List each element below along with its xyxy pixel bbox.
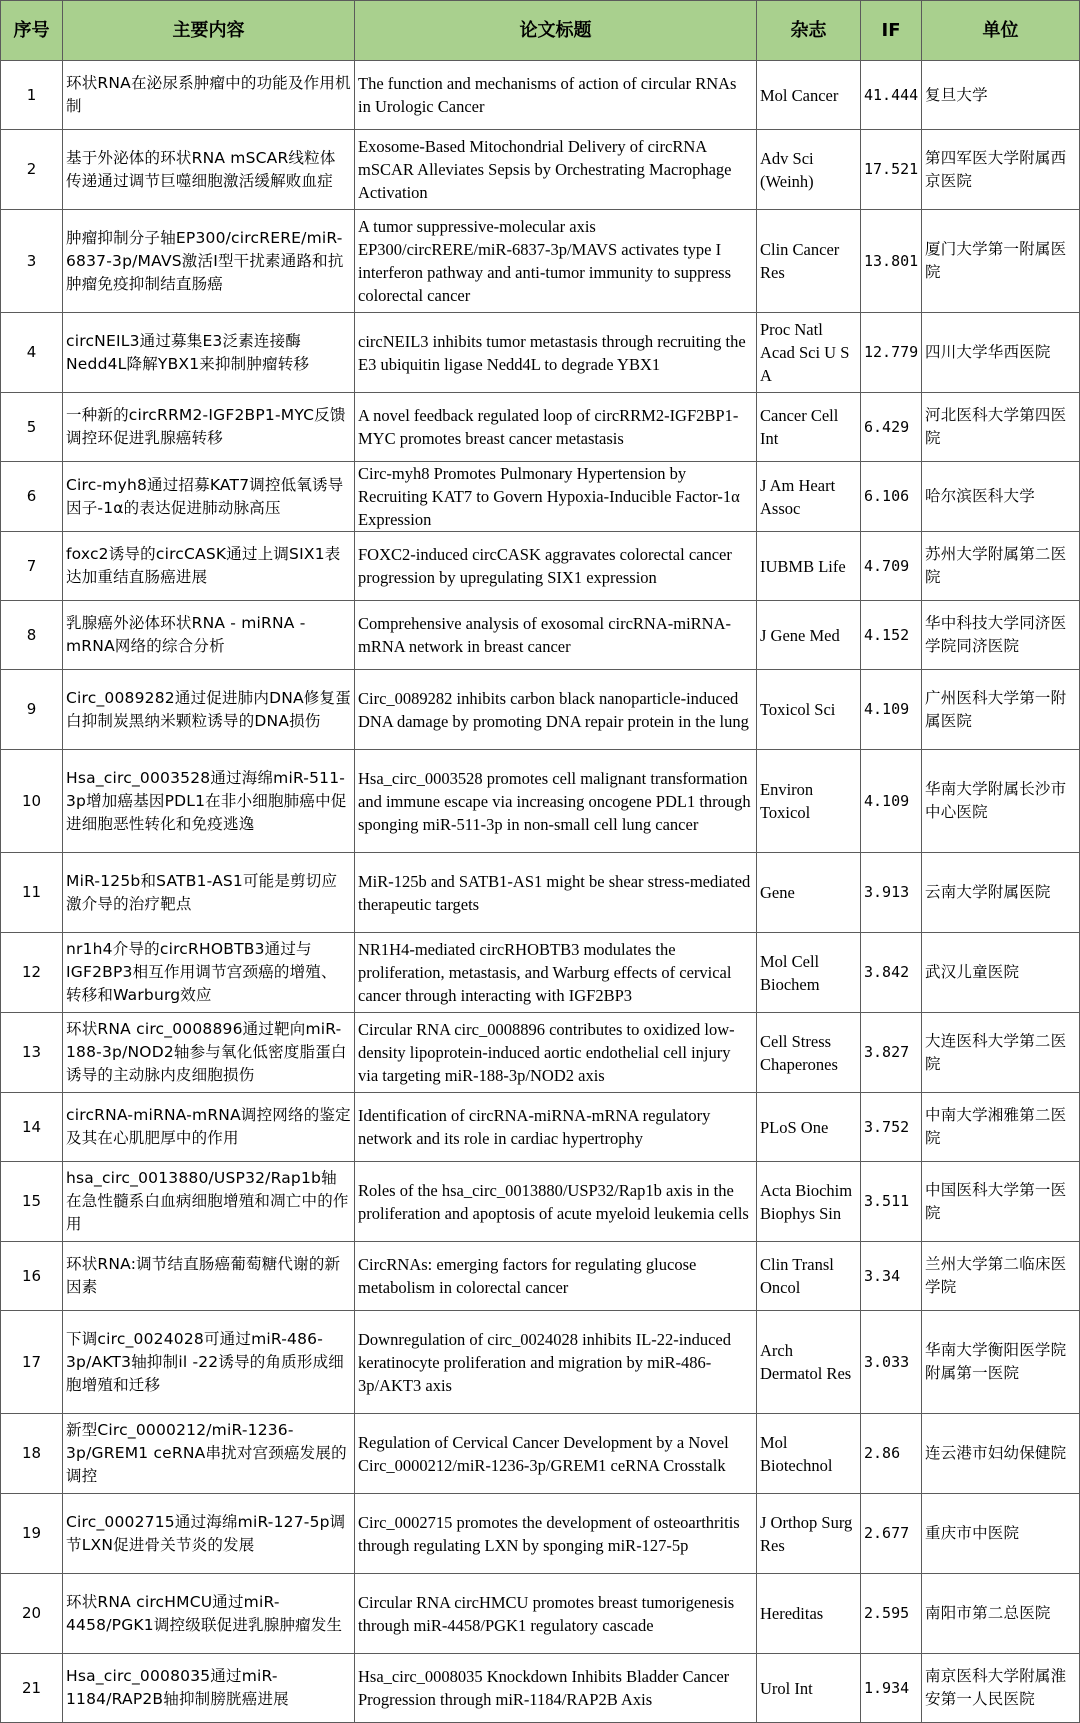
- table-row: [1, 1311, 1080, 1414]
- cell-if: 4.109: [861, 670, 922, 750]
- cell-content: Hsa_circ_0003528通过海绵miR-511-3p增加癌基因PDL1在非小细胞肺癌中促进细胞恶性转化和免疫逃逸: [63, 750, 355, 853]
- cell-if: 3.752: [861, 1093, 922, 1162]
- cell-journal: Clin Cancer Res: [757, 210, 861, 313]
- cell-institution: 兰州大学第二临床医学院: [922, 1242, 1080, 1311]
- cell-no: 2: [1, 130, 63, 210]
- table-row: [1, 210, 1080, 313]
- cell-if: 2.86: [861, 1414, 922, 1494]
- cell-if: 3.913: [861, 853, 922, 933]
- cell-no: 17: [1, 1311, 63, 1414]
- cell-journal: Arch Dermatol Res: [757, 1311, 861, 1414]
- cell-title: MiR-125b and SATB1-AS1 might be shear stress-mediated therapeutic targets: [355, 853, 757, 933]
- cell-institution: 云南大学附属医院: [922, 853, 1080, 933]
- cell-journal: IUBMB Life: [757, 532, 861, 601]
- cell-institution: 第四军医大学附属西京医院: [922, 130, 1080, 210]
- cell-title: Hsa_circ_0003528 promotes cell malignant transformation and immune escape via increasing oncogene PDL1 through sponging miR-511-3p in non-small cell lung cancer: [355, 750, 757, 853]
- cell-title: Roles of the hsa_circ_0013880/USP32/Rap1b axis in the proliferation and apoptosis of acute myeloid leukemia cells: [355, 1162, 757, 1242]
- cell-content: MiR-125b和SATB1-AS1可能是剪切应激介导的治疗靶点: [63, 853, 355, 933]
- cell-institution: 广州医科大学第一附属医院: [922, 670, 1080, 750]
- cell-if: 6.429: [861, 393, 922, 462]
- cell-content: circNEIL3通过募集E3泛素连接酶Nedd4L降解YBX1来抑制肿瘤转移: [63, 313, 355, 393]
- cell-title: Circular RNA circHMCU promotes breast tumorigenesis through miR-4458/PGK1 regulatory cascade: [355, 1574, 757, 1654]
- cell-journal: Cell Stress Chaperones: [757, 1013, 861, 1093]
- cell-journal: Cancer Cell Int: [757, 393, 861, 462]
- cell-journal: Mol Cancer: [757, 61, 861, 130]
- cell-journal: Acta Biochim Biophys Sin: [757, 1162, 861, 1242]
- table-row: [1, 1654, 1080, 1723]
- cell-title: A novel feedback regulated loop of circRRM2-IGF2BP1-MYC promotes breast cancer metastasis: [355, 393, 757, 462]
- cell-no: 14: [1, 1093, 63, 1162]
- table-row: [1, 393, 1080, 462]
- header-title: 论文标题: [355, 1, 757, 61]
- cell-content: 环状RNA circ_0008896通过靶向miR-188-3p/NOD2轴参与氧化低密度脂蛋白诱导的主动脉内皮细胞损伤: [63, 1013, 355, 1093]
- cell-content: 下调circ_0024028可通过miR-486-3p/AKT3轴抑制il -22诱导的角质形成细胞增殖和迁移: [63, 1311, 355, 1414]
- cell-no: 3: [1, 210, 63, 313]
- table-row: [1, 1574, 1080, 1654]
- cell-content: 环状RNA:调节结直肠癌葡萄糖代谢的新因素: [63, 1242, 355, 1311]
- cell-journal: Hereditas: [757, 1574, 861, 1654]
- cell-institution: 南京医科大学附属淮安第一人民医院: [922, 1654, 1080, 1723]
- cell-institution: 大连医科大学第二医院: [922, 1013, 1080, 1093]
- cell-title: Downregulation of circ_0024028 inhibits IL-22-induced keratinocyte proliferation and migration by miR-486-3p/AKT3 axis: [355, 1311, 757, 1414]
- header-no: 序号: [1, 1, 63, 61]
- cell-institution: 华中科技大学同济医学院同济医院: [922, 601, 1080, 670]
- cell-title: Circular RNA circ_0008896 contributes to oxidized low-density lipoprotein-induced aortic endothelial cell injury via targeting miR-188-3p/NOD2 axis: [355, 1013, 757, 1093]
- cell-title: Identification of circRNA-miRNA-mRNA regulatory network and its role in cardiac hypertrophy: [355, 1093, 757, 1162]
- cell-content: nr1h4介导的circRHOBTB3通过与IGF2BP3相互作用调节宫颈癌的增殖、转移和Warburg效应: [63, 933, 355, 1013]
- cell-journal: Gene: [757, 853, 861, 933]
- cell-if: 6.106: [861, 462, 922, 532]
- table-row: [1, 1414, 1080, 1494]
- table-row: [1, 462, 1080, 532]
- cell-institution: 厦门大学第一附属医院: [922, 210, 1080, 313]
- table-row: [1, 1162, 1080, 1242]
- cell-content: foxc2诱导的circCASK通过上调SIX1表达加重结直肠癌进展: [63, 532, 355, 601]
- table-row: [1, 670, 1080, 750]
- cell-institution: 中国医科大学第一医院: [922, 1162, 1080, 1242]
- cell-institution: 华南大学附属长沙市中心医院: [922, 750, 1080, 853]
- cell-content: 乳腺癌外泌体环状RNA - miRNA - mRNA网络的综合分析: [63, 601, 355, 670]
- header-journal: 杂志: [757, 1, 861, 61]
- cell-content: circRNA-miRNA-mRNA调控网络的鉴定及其在心肌肥厚中的作用: [63, 1093, 355, 1162]
- cell-institution: 重庆市中医院: [922, 1494, 1080, 1574]
- cell-journal: Environ Toxicol: [757, 750, 861, 853]
- cell-title: The function and mechanisms of action of circular RNAs in Urologic Cancer: [355, 61, 757, 130]
- cell-journal: J Am Heart Assoc: [757, 462, 861, 532]
- cell-if: 41.444: [861, 61, 922, 130]
- cell-no: 10: [1, 750, 63, 853]
- cell-title: A tumor suppressive-molecular axis EP300/circRERE/miR-6837-3p/MAVS activates type I interferon pathway and anti-tumor immunity to suppress colorectal cancer: [355, 210, 757, 313]
- header-institution: 单位: [922, 1, 1080, 61]
- cell-no: 1: [1, 61, 63, 130]
- cell-journal: PLoS One: [757, 1093, 861, 1162]
- cell-journal: Adv Sci (Weinh): [757, 130, 861, 210]
- table-body: [1, 61, 1080, 1723]
- cell-content: 一种新的circRRM2-IGF2BP1-MYC反馈调控环促进乳腺癌转移: [63, 393, 355, 462]
- cell-title: Regulation of Cervical Cancer Development by a Novel Circ_0000212/miR-1236-3p/GREM1 ceRNA Crosstalk: [355, 1414, 757, 1494]
- cell-title: Exosome-Based Mitochondrial Delivery of circRNA mSCAR Alleviates Sepsis by Orchestrating Macrophage Activation: [355, 130, 757, 210]
- cell-content: 基于外泌体的环状RNA mSCAR线粒体传递通过调节巨噬细胞激活缓解败血症: [63, 130, 355, 210]
- cell-title: NR1H4-mediated circRHOBTB3 modulates the proliferation, metastasis, and Warburg effects of cervical cancer through interacting with IGF2BP3: [355, 933, 757, 1013]
- cell-title: Hsa_circ_0008035 Knockdown Inhibits Bladder Cancer Progression through miR-1184/RAP2B Axis: [355, 1654, 757, 1723]
- cell-if: 3.511: [861, 1162, 922, 1242]
- cell-no: 13: [1, 1013, 63, 1093]
- table-row: [1, 750, 1080, 853]
- cell-if: 13.801: [861, 210, 922, 313]
- table-row: [1, 532, 1080, 601]
- cell-no: 7: [1, 532, 63, 601]
- cell-institution: 复旦大学: [922, 61, 1080, 130]
- table-row: [1, 130, 1080, 210]
- cell-if: 4.109: [861, 750, 922, 853]
- cell-no: 15: [1, 1162, 63, 1242]
- cell-institution: 南阳市第二总医院: [922, 1574, 1080, 1654]
- cell-no: 9: [1, 670, 63, 750]
- cell-no: 16: [1, 1242, 63, 1311]
- cell-title: FOXC2-induced circCASK aggravates colorectal cancer progression by upregulating SIX1 expression: [355, 532, 757, 601]
- table-row: [1, 61, 1080, 130]
- table-row: [1, 1093, 1080, 1162]
- cell-if: 3.033: [861, 1311, 922, 1414]
- cell-no: 12: [1, 933, 63, 1013]
- cell-content: 肿瘤抑制分子轴EP300/circRERE/miR-6837-3p/MAVS激活I型干扰素通路和抗肿瘤免疫抑制结直肠癌: [63, 210, 355, 313]
- header-content: 主要内容: [63, 1, 355, 61]
- cell-content: 环状RNA在泌尿系肿瘤中的功能及作用机制: [63, 61, 355, 130]
- cell-if: 3.34: [861, 1242, 922, 1311]
- cell-no: 4: [1, 313, 63, 393]
- cell-if: 3.842: [861, 933, 922, 1013]
- cell-title: CircRNAs: emerging factors for regulating glucose metabolism in colorectal cancer: [355, 1242, 757, 1311]
- cell-content: 新型Circ_0000212/miR-1236-3p/GREM1 ceRNA串扰对宫颈癌发展的调控: [63, 1414, 355, 1494]
- cell-no: 21: [1, 1654, 63, 1723]
- table-row: [1, 601, 1080, 670]
- cell-title: Circ_0089282 inhibits carbon black nanoparticle-induced DNA damage by promoting DNA repair protein in the lung: [355, 670, 757, 750]
- cell-title: Comprehensive analysis of exosomal circRNA-miRNA-mRNA network in breast cancer: [355, 601, 757, 670]
- table-row: [1, 1242, 1080, 1311]
- cell-title: Circ-myh8 Promotes Pulmonary Hypertension by Recruiting KAT7 to Govern Hypoxia-Inducible Factor-1α Expression: [355, 462, 757, 532]
- cell-no: 11: [1, 853, 63, 933]
- table-row: [1, 1013, 1080, 1093]
- cell-if: 17.521: [861, 130, 922, 210]
- cell-institution: 连云港市妇幼保健院: [922, 1414, 1080, 1494]
- cell-institution: 苏州大学附属第二医院: [922, 532, 1080, 601]
- cell-no: 5: [1, 393, 63, 462]
- cell-if: 3.827: [861, 1013, 922, 1093]
- cell-institution: 中南大学湘雅第二医院: [922, 1093, 1080, 1162]
- cell-content: Circ_0089282通过促进肺内DNA修复蛋白抑制炭黑纳米颗粒诱导的DNA损伤: [63, 670, 355, 750]
- cell-institution: 哈尔滨医科大学: [922, 462, 1080, 532]
- cell-institution: 四川大学华西医院: [922, 313, 1080, 393]
- cell-journal: Toxicol Sci: [757, 670, 861, 750]
- cell-no: 8: [1, 601, 63, 670]
- header-if: IF: [861, 1, 922, 61]
- cell-journal: Clin Transl Oncol: [757, 1242, 861, 1311]
- table-row: [1, 313, 1080, 393]
- cell-journal: Mol Cell Biochem: [757, 933, 861, 1013]
- cell-institution: 武汉儿童医院: [922, 933, 1080, 1013]
- cell-content: Hsa_circ_0008035通过miR-1184/RAP2B轴抑制膀胱癌进展: [63, 1654, 355, 1723]
- cell-if: 2.677: [861, 1494, 922, 1574]
- cell-content: Circ_0002715通过海绵miR-127-5p调节LXN促进骨关节炎的发展: [63, 1494, 355, 1574]
- cell-content: hsa_circ_0013880/USP32/Rap1b轴在急性髓系白血病细胞增殖和凋亡中的作用: [63, 1162, 355, 1242]
- cell-journal: Urol Int: [757, 1654, 861, 1723]
- cell-journal: Mol Biotechnol: [757, 1414, 861, 1494]
- cell-if: 1.934: [861, 1654, 922, 1723]
- cell-journal: J Orthop Surg Res: [757, 1494, 861, 1574]
- cell-if: 2.595: [861, 1574, 922, 1654]
- cell-title: Circ_0002715 promotes the development of osteoarthritis through regulating LXN by sponging miR-127-5p: [355, 1494, 757, 1574]
- cell-no: 19: [1, 1494, 63, 1574]
- cell-journal: J Gene Med: [757, 601, 861, 670]
- cell-journal: Proc Natl Acad Sci U S A: [757, 313, 861, 393]
- cell-no: 20: [1, 1574, 63, 1654]
- cell-if: 4.152: [861, 601, 922, 670]
- table-row: [1, 933, 1080, 1013]
- cell-institution: 河北医科大学第四医院: [922, 393, 1080, 462]
- header-row: [1, 1, 1080, 61]
- table-row: [1, 853, 1080, 933]
- cell-if: 12.779: [861, 313, 922, 393]
- cell-no: 18: [1, 1414, 63, 1494]
- cell-title: circNEIL3 inhibits tumor metastasis through recruiting the E3 ubiquitin ligase Nedd4L to degrade YBX1: [355, 313, 757, 393]
- cell-content: 环状RNA circHMCU通过miR-4458/PGK1调控级联促进乳腺肿瘤发生: [63, 1574, 355, 1654]
- cell-content: Circ-myh8通过招募KAT7调控低氧诱导因子-1α的表达促进肺动脉高压: [63, 462, 355, 532]
- table-row: [1, 1494, 1080, 1574]
- cell-no: 6: [1, 462, 63, 532]
- cell-if: 4.709: [861, 532, 922, 601]
- cell-institution: 华南大学衡阳医学院附属第一医院: [922, 1311, 1080, 1414]
